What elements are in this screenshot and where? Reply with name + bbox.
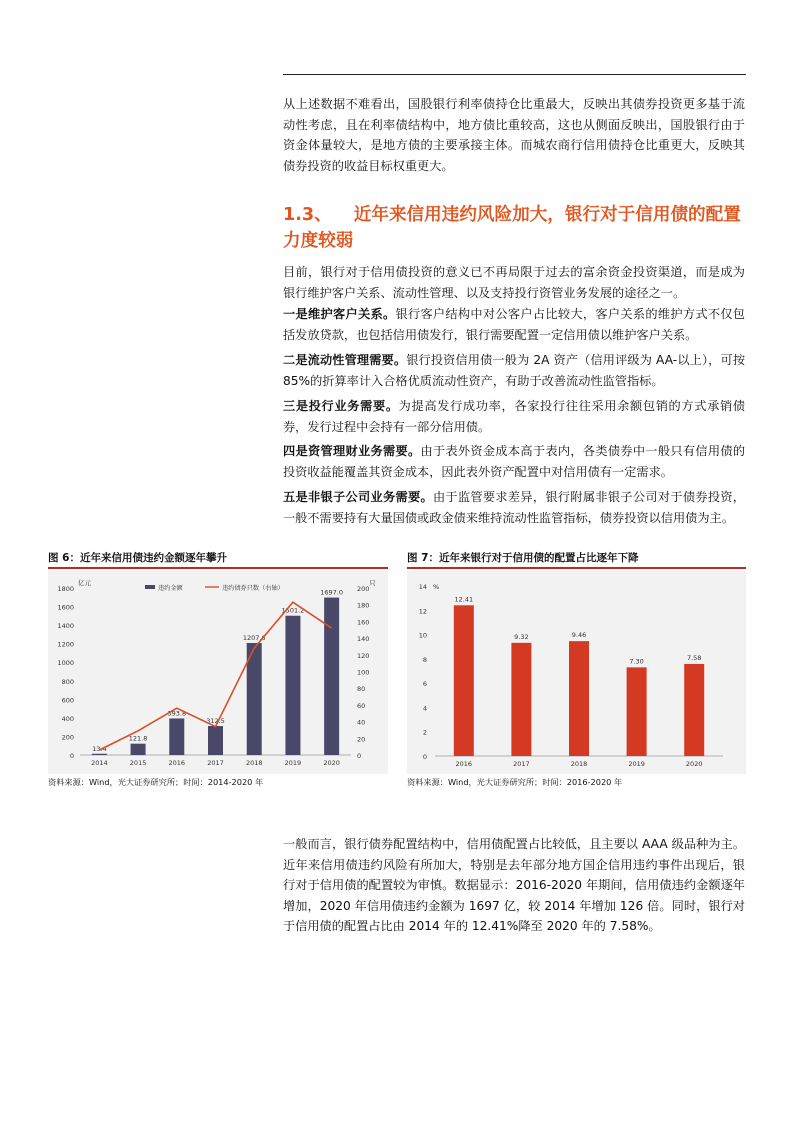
y2-tick-label: 180 (357, 601, 370, 610)
point-1-text: 银行客户结构中对公客户占比较大，客户关系的维护方式不仅包括发放贷款，也包括信用债发行，银行需要配置一定信用债以维护客户关系。 (283, 307, 745, 342)
point-5-label: 五是非银子公司业务需要。 (283, 490, 433, 504)
x-tick-label: 2016 (168, 759, 186, 767)
figure-7-chart (407, 571, 746, 774)
y-axis-unit: 亿元 (78, 579, 91, 587)
section-heading (283, 202, 748, 254)
bar-allocation-ratio (627, 667, 647, 756)
point-2-label: 二是流动性管理需要。 (283, 353, 407, 367)
x-tick-label: 2018 (245, 759, 263, 767)
y-tick-label: 14 (418, 583, 427, 591)
x-tick-label: 2019 (628, 760, 645, 768)
y-tick-label: 10 (418, 631, 427, 640)
bar-data-label: 1207.6 (242, 633, 266, 642)
x-tick-label: 2018 (570, 760, 588, 768)
bar-data-label: 7.30 (629, 657, 644, 666)
point-3-text: 为提高发行成功率，各家投行往往采用余额包销的方式承销债券，发行过程中会持有一部分信用债。 (283, 399, 746, 434)
figure-7-rule (407, 567, 746, 569)
bar-data-label: 121.8 (128, 734, 148, 743)
y-tick-label: 2 (422, 728, 427, 737)
conclusion-paragraph: 一般而言，银行债券配置结构中，信用债配置占比较低，且主要以 AAA 级品种为主。近年来信用债违约风险有所加大，特别是去年部分地方国企信用违约事件出现后，银行对于信用债的配置较为审慎。数据显示：2016-2020 年期间，信用债违约金额逐年增加，2020 年信用债违约金额为 1697 亿，较 2014 年增加 126 倍。同时，银行对于信用债的配置占比由 2014 年的 12.41%降至 2020 年的 7.58%。 (283, 837, 745, 933)
figure-7-svg (407, 571, 746, 774)
bar-default-amount (285, 616, 300, 755)
point-4-text: 由于表外资金成本高于表内，各类债券中一般只有信用债的投资收益能覆盖其资金成本，因此表外资产配置中对信用债有一定需求。 (283, 444, 746, 479)
intro-paragraph: 从上述数据不难看出，国股银行利率债持仓比重最大，反映出其债券投资更多基于流动性考虑，且在利率债结构中，地方债比重较高，这也从侧面反映出，国股银行由于资金体量较大，是地方债的主要承接主体。而城农商行信用债持仓比重更大，反映其债券投资的收益目标权重更大。 (283, 97, 745, 173)
y-tick-label: 1600 (57, 603, 74, 612)
figure-6-rule (48, 567, 388, 569)
y2-tick-label: 200 (357, 585, 370, 593)
y2-axis-unit: 只 (369, 579, 376, 587)
figure-6-title: 图 6：近年来信用债违约金额逐年攀升 (48, 552, 227, 564)
y-tick-label: 1200 (57, 640, 74, 649)
y-tick-label: 12 (418, 607, 427, 616)
bar-allocation-ratio (454, 605, 474, 756)
x-tick-label: 2017 (513, 760, 530, 768)
lead-paragraph: 目前，银行对于信用债投资的意义已不再局限于过去的富余资金投资渠道，而是成为银行维护客户关系、流动性管理、以及支持投行资管业务发展的途径之一。 (283, 265, 745, 300)
bar-default-amount (208, 726, 223, 755)
legend-label-line: 违约债券只数（右轴） (222, 585, 284, 592)
bar-data-label: 13.4 (92, 744, 107, 753)
y2-tick-label: 100 (357, 668, 370, 677)
y-tick-label: 4 (422, 704, 427, 713)
y-tick-label: 1400 (57, 622, 74, 631)
x-tick-label: 2016 (455, 760, 473, 768)
x-tick-label: 2017 (207, 759, 224, 767)
bar-data-label: 393.8 (167, 709, 187, 718)
x-tick-label: 2014 (91, 759, 108, 767)
bar-default-amount (169, 718, 184, 755)
point-5-text: 由于监管要求差异，银行附属非银子公司对于债券投资，一般不需要持有大量国债或政金债来维持流动性监管指标，债券投资以信用债为主。 (283, 490, 745, 525)
y2-tick-label: 120 (357, 651, 370, 660)
point-5 (283, 487, 745, 528)
figure-7-title: 图 7：近年来银行对于信用债的配置占比逐年下降 (407, 552, 639, 564)
bar-default-amount (131, 744, 146, 755)
point-2-text: 银行投资信用债一般为 2A 资产（信用评级为 AA-以上），可按 85%的折算率计入合格优质流动性资产，有助于改善流动性监管指标。 (283, 353, 746, 388)
x-tick-label: 2019 (284, 759, 302, 767)
header-rule (283, 74, 746, 75)
y2-tick-label: 80 (357, 685, 366, 694)
section-number: 1.3、 (283, 205, 332, 225)
bar-allocation-ratio (684, 664, 704, 756)
y-tick-label: 0 (422, 753, 427, 761)
y-axis-unit: % (433, 583, 440, 591)
y2-tick-label: 140 (357, 635, 370, 644)
y2-tick-label: 160 (357, 618, 370, 627)
bar-data-label: 9.32 (514, 632, 529, 641)
y2-tick-label: 20 (357, 735, 366, 744)
bar-allocation-ratio (511, 643, 531, 756)
y-tick-label: 8 (422, 655, 427, 664)
figure-6-source: 资料来源：Wind，光大证券研究所；时间：2014-2020 年 (48, 777, 264, 787)
point-1 (283, 304, 745, 345)
bar-default-amount (92, 754, 107, 755)
bar-allocation-ratio (569, 641, 589, 756)
x-tick-label: 2020 (685, 760, 703, 768)
y-tick-label: 800 (61, 677, 74, 686)
y-tick-label: 1000 (57, 659, 74, 668)
point-3-label: 三是投行业务需要。 (283, 399, 399, 413)
legend-label-bar: 违约金额 (158, 585, 183, 592)
bar-data-label: 1501.2 (281, 606, 305, 615)
y-tick-label: 6 (422, 680, 427, 689)
bar-default-amount (324, 598, 339, 755)
x-tick-label: 2015 (129, 759, 147, 767)
y2-tick-label: 40 (357, 718, 366, 727)
bar-data-label: 9.46 (571, 631, 587, 640)
bar-data-label: 312.5 (206, 717, 225, 726)
y-tick-label: 0 (69, 752, 74, 760)
y-tick-label: 1800 (57, 585, 74, 593)
figure-6-chart (48, 571, 388, 774)
figure-7-source: 资料来源：Wind，光大证券研究所；时间：2016-2020 年 (407, 777, 623, 787)
point-4 (283, 441, 745, 482)
point-1-label: 一是维护客户关系。 (283, 307, 396, 321)
bar-data-label: 1697.0 (320, 588, 344, 597)
y2-tick-label: 0 (357, 752, 362, 760)
bar-data-label: 7.58 (686, 653, 702, 662)
point-3 (283, 396, 745, 437)
legend-swatch-bar (145, 585, 155, 589)
figure-6-svg (48, 571, 388, 774)
y2-tick-label: 60 (357, 701, 366, 710)
x-tick-label: 2020 (323, 759, 340, 767)
y-tick-label: 400 (61, 714, 74, 723)
bar-data-label: 12.41 (454, 595, 474, 604)
section-title: 近年来信用违约风险加大，银行对于信用债的配置力度较弱 (283, 205, 741, 251)
point-4-label: 四是资管理财业务需要。 (283, 444, 421, 458)
point-2 (283, 350, 745, 391)
y-tick-label: 200 (61, 733, 74, 742)
y-tick-label: 600 (61, 696, 74, 705)
